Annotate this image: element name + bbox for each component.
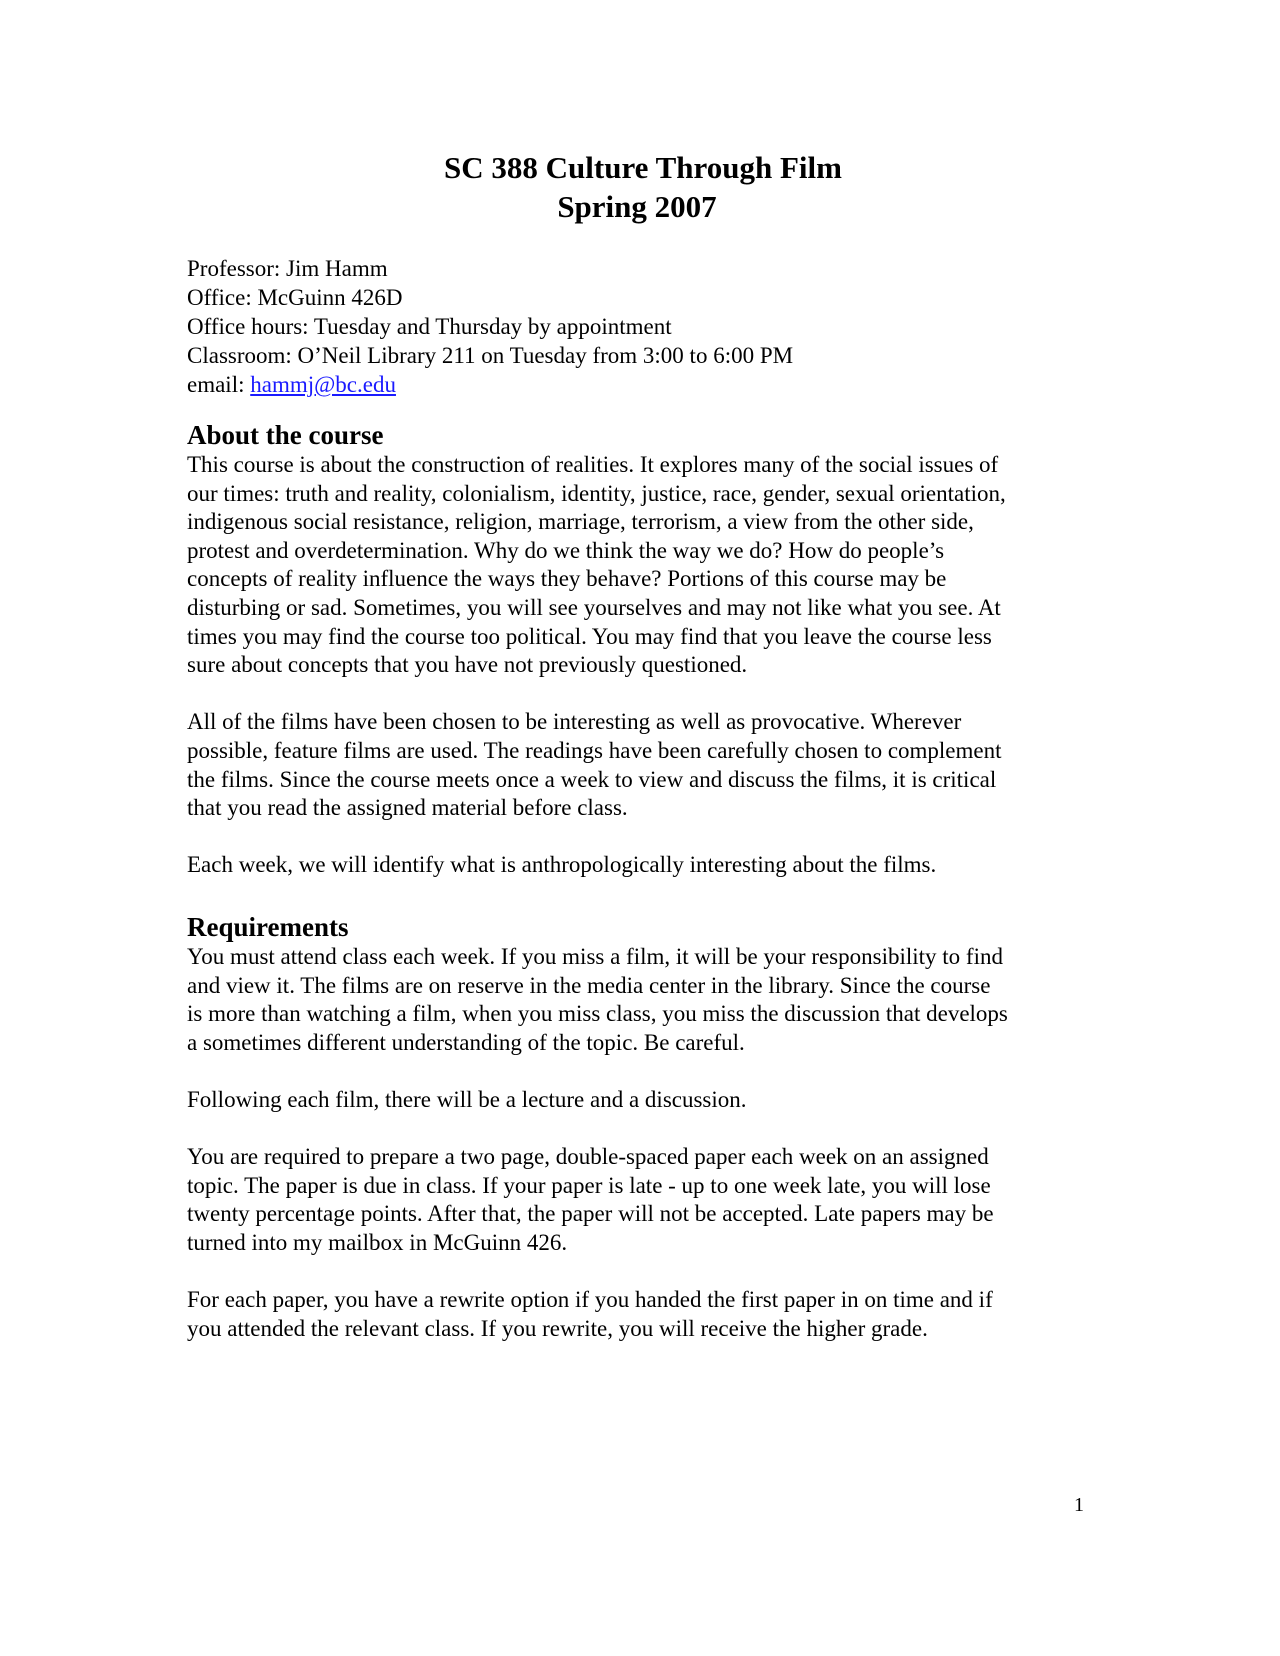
classroom-line: Classroom: O’Neil Library 211 on Tuesday from 3:00 to 6:00 PM [187, 343, 794, 368]
professor-line: Professor: Jim Hamm [187, 256, 388, 281]
requirements-paragraph: For each paper, you have a rewrite option if you handed the first paper in on time and if you attended the relevant class. If you rewrite, you will receive the higher grade. [187, 1287, 993, 1341]
about-section [187, 420, 1087, 880]
course-term: Spring 2007 [557, 189, 717, 224]
email-line [187, 370, 793, 399]
requirements-section [187, 912, 1087, 1343]
page-number: 1 [1074, 1494, 1084, 1516]
requirements-paragraph: You are required to prepare a two page, double-spaced paper each week on an assigned topic. The paper is due in class. If your paper is late - up to one week late, you will lose twenty percentage points. After that, the paper will not be accepted. Late papers may be turned into my mailbox in McGuinn 426. [187, 1144, 994, 1255]
office-hours-line: Office hours: Tuesday and Thursday by appointment [187, 314, 672, 339]
requirements-paragraph: Following each film, there will be a lecture and a discussion. [187, 1086, 747, 1112]
about-paragraph: All of the films have been chosen to be interesting as well as provocative. Wherever possible, feature films are used. The readings have been carefully chosen to complement the films. Since the course meets once a week to view and discuss the films, it is critical that you read the assigned material before class. [187, 709, 1002, 821]
about-heading: About the course [187, 420, 384, 450]
about-paragraph: Each week, we will identify what is anthropologically interesting about the films. [187, 852, 937, 878]
office-line: Office: McGuinn 426D [187, 285, 403, 310]
about-paragraph: This course is about the construction of realities. It explores many of the social issues of our times: truth and reality, colonialism, identity, justice, race, gender, sexual orientation, indigenous social resistance, religion, marriage, terrorism, a view from the other side, protest and overdetermination. Why do we think the way we do? How do people’s concepts of reality influence the ways they behave? Portions of this course may be disturbing or sad. Sometimes, you will see yourselves and may not like what you see. At times you may find the course too political. You may find that you leave the course less sure about concepts that you have not previously questioned. [187, 452, 1006, 678]
course-info [187, 254, 793, 399]
requirements-paragraph: You must attend class each week. If you miss a film, it will be your responsibility to find and view it. The films are on reserve in the media center in the library. Since the course is more than watching a film, when you miss class, you miss the discussion that develops a sometimes different understanding of the topic. Be careful. [187, 944, 1008, 1055]
course-title [187, 148, 1087, 226]
email-link[interactable]: hammj@bc.edu [250, 372, 396, 397]
course-title-line: SC 388 Culture Through Film [444, 150, 842, 185]
email-label: email: [187, 372, 251, 397]
requirements-heading: Requirements [187, 912, 349, 942]
